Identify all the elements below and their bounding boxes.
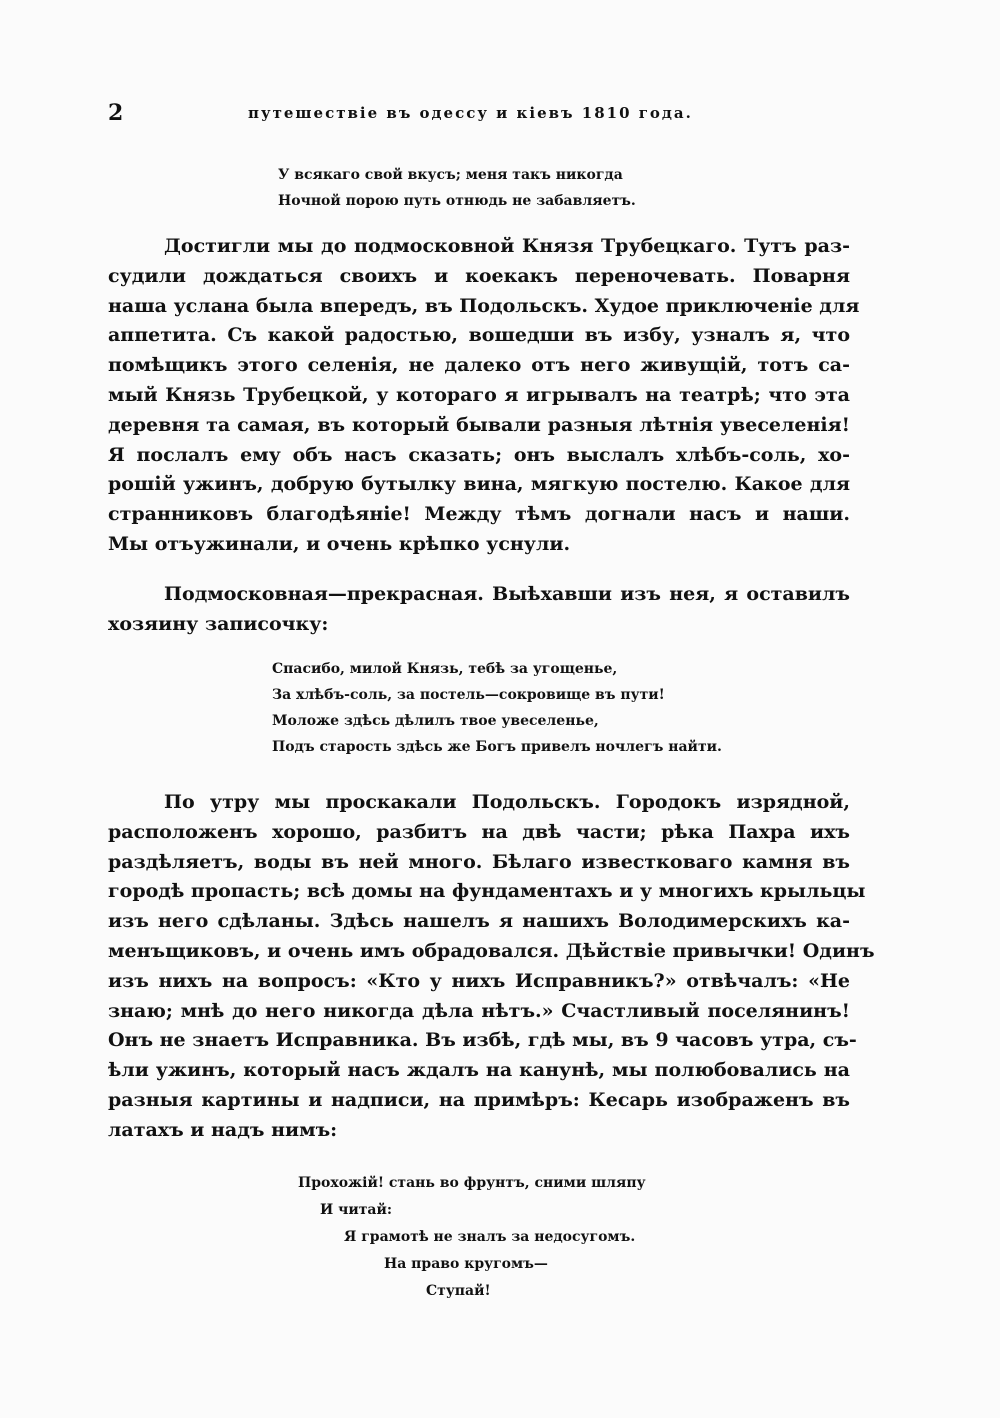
- verse-line: Я грамотѣ не зналъ за недосугомъ.: [344, 1229, 636, 1245]
- text-line: раздѣляетъ, воды въ ней много. Бѣлаго известковаго камня въ: [108, 850, 850, 873]
- verse-line: И читай:: [320, 1202, 393, 1218]
- paragraph-2: [108, 580, 850, 640]
- verse-line: Прохожій! стань во фрунтъ, сними шляпу: [298, 1175, 646, 1191]
- verse-line: Подъ старость здѣсь же Богъ привелъ ночлегъ найти.: [272, 739, 722, 755]
- text-line: деревня та самая, въ который бывали разныя лѣтнія увеселенія!: [108, 413, 850, 436]
- verse-caesar: [298, 1170, 646, 1305]
- text-line: изъ него сдѣланы. Здѣсь нашелъ я нашихъ Володимерскихъ ка-: [108, 910, 850, 933]
- text-line: латахъ и надъ нимъ:: [108, 1118, 338, 1141]
- text-line: разныя картины и надписи, на примѣръ: Кесарь изображенъ въ: [108, 1088, 850, 1111]
- text-line: рошій ужинъ, добрую бутылку вина, мягкую постелю. Какое для: [108, 473, 850, 496]
- text-line: расположенъ хорошо, разбитъ на двѣ части; рѣка Пахра ихъ: [108, 820, 850, 843]
- text-line: помѣщикъ этого селенія, не далеко отъ него живущій, тотъ са-: [108, 354, 850, 377]
- text-line: менъщиковъ, и очень имъ обрадовался. Дѣйствіе привычки! Одинъ: [108, 939, 875, 962]
- running-title: путешествіе въ одессу и кіевъ 1810 года.: [248, 104, 693, 122]
- epigraph: [278, 162, 636, 214]
- text-line: судили дождаться своихъ и коекакъ переночевать. Поварня: [108, 264, 850, 287]
- paragraph-3: [108, 788, 875, 1146]
- text-line: хозяину записочку:: [108, 612, 329, 635]
- text-line: Онъ не знаетъ Исправника. Въ избѣ, гдѣ мы, въ 9 часовъ утра, съ-: [108, 1029, 857, 1052]
- text-line: Достигли мы до подмосковной Князя Трубецкаго. Тутъ раз-: [164, 235, 850, 257]
- text-line: странниковъ благодѣяніе! Между тѣмъ догнали насъ и наши.: [108, 503, 850, 526]
- text-line: мый Князь Трубецкой, у котораго я игрывалъ на театрѣ; что эта: [108, 383, 850, 406]
- text-line: Подмосковная—прекрасная. Выѣхавши изъ нея, я оставилъ: [164, 583, 850, 605]
- page-number: 2: [108, 100, 124, 126]
- text-line: ѣли ужинъ, который насъ ждалъ на канунѣ, мы полюбовались на: [108, 1059, 850, 1082]
- text-line: Мы отъужинали, и очень крѣпко уснули.: [108, 532, 571, 555]
- text-line: Я послалъ ему объ насъ сказать; онъ выслалъ хлѣбъ-соль, хо-: [108, 443, 850, 466]
- epigraph-line: У всякаго свой вкусъ; меня такъ никогда: [278, 167, 623, 183]
- text-line: городѣ пропасть; всѣ домы на фундаментахъ и у многихъ крыльцы: [108, 880, 866, 903]
- verse-line: За хлѣбъ-соль, за постель—сокровище въ пути!: [272, 687, 665, 703]
- text-line: аппетита. Съ какой радостью, вошедши въ избу, узналъ я, что: [108, 324, 850, 347]
- verse-note: [272, 656, 722, 760]
- verse-line: Спасибо, милой Князь, тебѣ за угощенье,: [272, 661, 618, 677]
- verse-line: Моложе здѣсь дѣлилъ твое увеселенье,: [272, 713, 599, 729]
- paragraph-1: [108, 232, 860, 560]
- epigraph-line: Ночной порою путь отнюдь не забавляетъ.: [278, 193, 636, 209]
- text-line: По утру мы проскакали Подольскъ. Городокъ изрядной,: [164, 791, 850, 813]
- text-line: изъ нихъ на вопросъ: «Кто у нихъ Исправникъ?» отвѣчалъ: «Не: [108, 969, 850, 992]
- page-header: [108, 100, 858, 136]
- text-line: знаю; мнѣ до него никогда дѣла нѣтъ.» Счастливый поселянинъ!: [108, 999, 850, 1022]
- verse-line: Ступай!: [426, 1283, 491, 1299]
- text-line: наша услана была впередъ, въ Подольскъ. Худое приключеніе для: [108, 294, 860, 317]
- verse-line: На право кругомъ—: [384, 1256, 548, 1272]
